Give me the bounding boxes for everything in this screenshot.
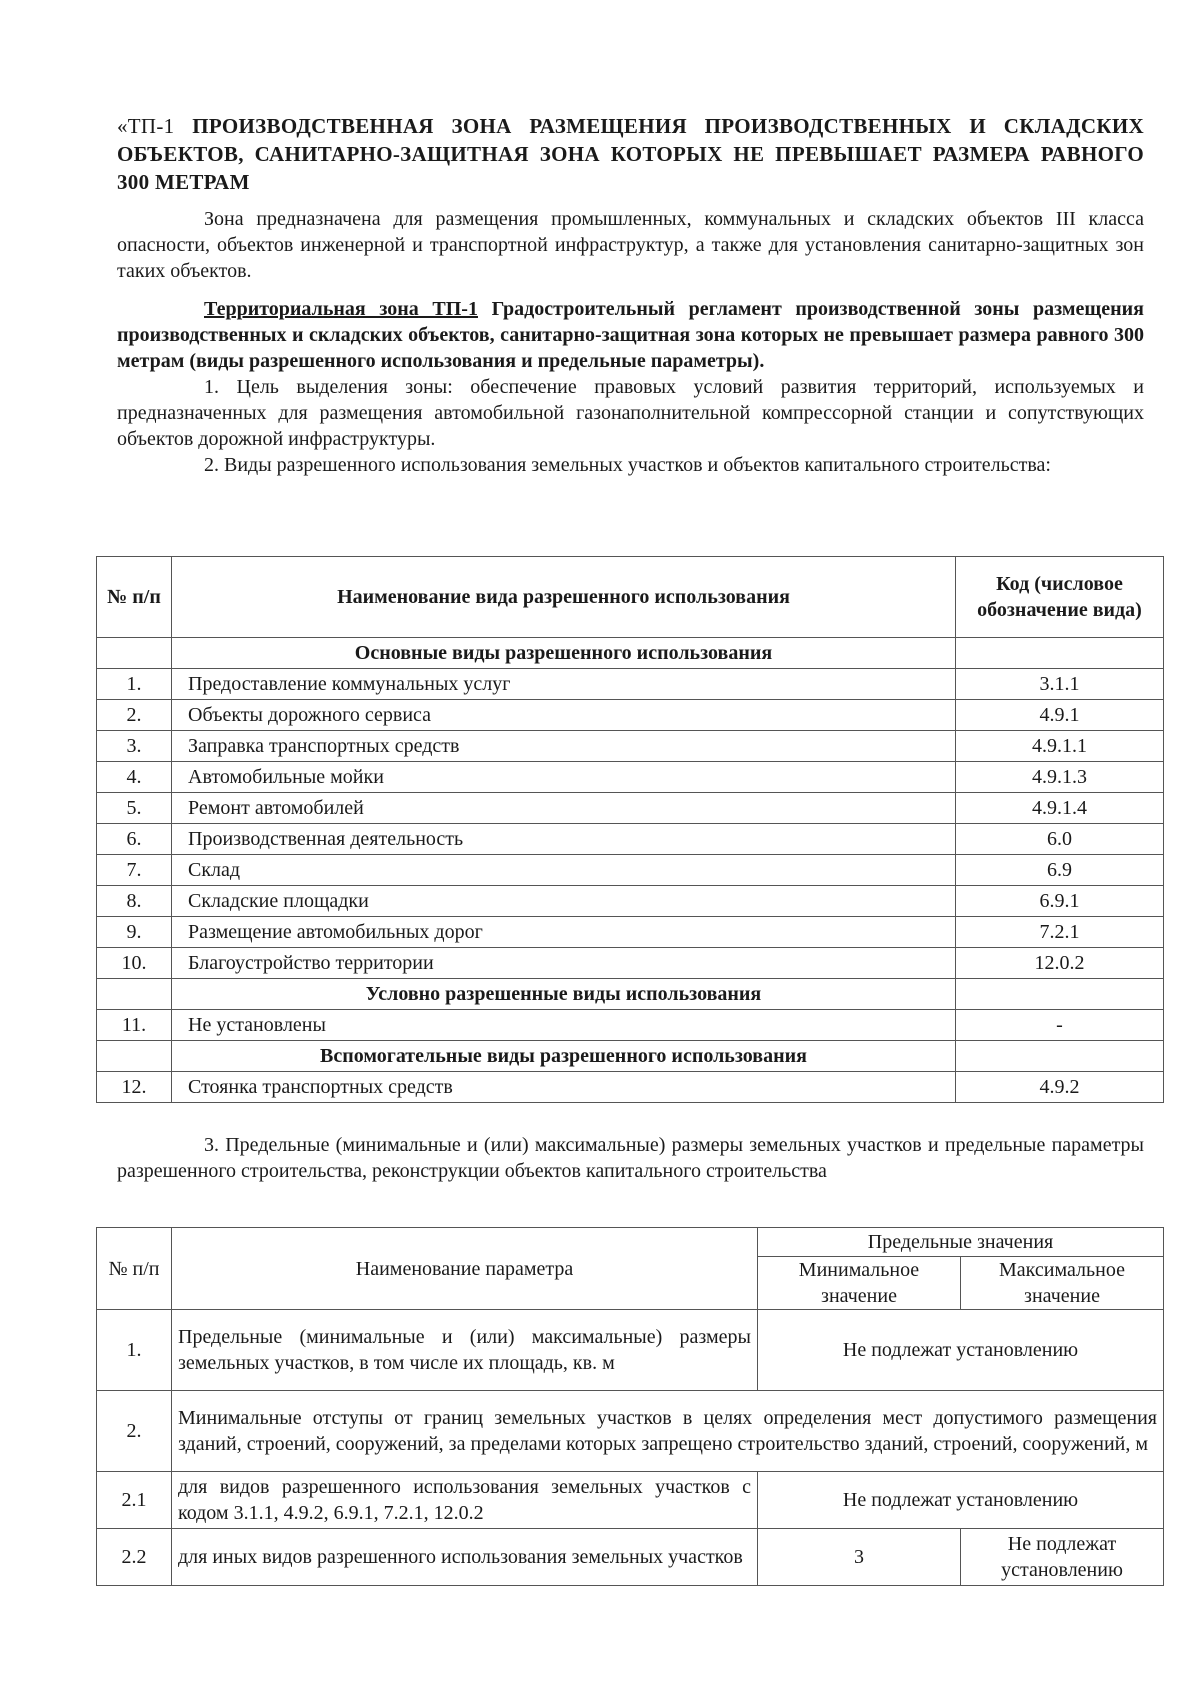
header-num: № п/п (97, 557, 172, 638)
row-code: - (956, 1010, 1164, 1041)
row-value: Не подлежат установлению (758, 1310, 1164, 1391)
table-row (97, 886, 1164, 917)
row-max: Не подлежат установлению (961, 1529, 1164, 1586)
row-num: 2.2 (97, 1529, 172, 1586)
row-name: Ремонт автомобилей (172, 793, 956, 824)
row-code: 4.9.1 (956, 700, 1164, 731)
row-name: Производственная деятельность (172, 824, 956, 855)
row-name: Объекты дорожного сервиса (172, 700, 956, 731)
regulation-paragraph (117, 296, 1144, 374)
row-num: 8. (97, 886, 172, 917)
row-num: 3. (97, 731, 172, 762)
table-row (97, 700, 1164, 731)
row-name: Не установлены (172, 1010, 956, 1041)
t2-header-num: № п/п (97, 1228, 172, 1310)
table-row (97, 917, 1164, 948)
row-code: 3.1.1 (956, 669, 1164, 700)
table-row (97, 793, 1164, 824)
row-name: Предельные (минимальные и (или) максимальные) размеры земельных участков, в том числе их площадь, кв. м (172, 1310, 758, 1391)
row-code: 6.9.1 (956, 886, 1164, 917)
table-row (97, 1472, 1164, 1529)
permitted-uses-table (96, 556, 1164, 1103)
t2-header-min: Минимальное значение (758, 1257, 961, 1310)
row-min: 3 (758, 1529, 961, 1586)
paragraph-3: 3. Предельные (минимальные и (или) максимальные) размеры земельных участков и предельные параметры разрешенного строительства, реконструкции объектов капитального строительства (117, 1134, 1144, 1182)
section-main-title: Основные виды разрешенного использования (172, 638, 956, 669)
section-row-main (97, 638, 1164, 669)
row-name: для иных видов разрешенного использования земельных участков (172, 1529, 758, 1586)
section-row-conditional (97, 979, 1164, 1010)
row-num: 1. (97, 1310, 172, 1391)
table-row (97, 731, 1164, 762)
row-num: 1. (97, 669, 172, 700)
row-code: 6.9 (956, 855, 1164, 886)
row-num: 11. (97, 1010, 172, 1041)
table-row (97, 855, 1164, 886)
t2-header-name: Наименование параметра (172, 1228, 758, 1310)
section-row-auxiliary (97, 1041, 1164, 1072)
table-row (97, 1072, 1164, 1103)
row-code: 7.2.1 (956, 917, 1164, 948)
row-name: Предоставление коммунальных услуг (172, 669, 956, 700)
row-name: Склад (172, 855, 956, 886)
title-lead: «ТП-1 (117, 114, 175, 138)
document-page (117, 112, 1144, 478)
table-row (97, 1529, 1164, 1586)
zone-label: Территориальная зона ТП-1 (204, 298, 478, 320)
row-code: 4.9.1.3 (956, 762, 1164, 793)
title-text: ПРОИЗВОДСТВЕННАЯ ЗОНА РАЗМЕЩЕНИЯ ПРОИЗВОДСТВЕННЫХ И СКЛАДСКИХ ОБЪЕКТОВ, САНИТАРНО-ЗАЩИТНАЯ ЗОНА КОТОРЫХ НЕ ПРЕВЫШАЕТ РАЗМЕРА РАВНОГО 300 МЕТРАМ (117, 114, 1144, 194)
table-row (97, 762, 1164, 793)
row-code: 6.0 (956, 824, 1164, 855)
row-num: 7. (97, 855, 172, 886)
row-name: Автомобильные мойки (172, 762, 956, 793)
row-num: 4. (97, 762, 172, 793)
row-name: Стоянка транспортных средств (172, 1072, 956, 1103)
row-name: Благоустройство территории (172, 948, 956, 979)
row-num: 6. (97, 824, 172, 855)
row-num: 5. (97, 793, 172, 824)
t2-header-max: Максимальное значение (961, 1257, 1164, 1310)
row-name: Минимальные отступы от границ земельных участков в целях определения мест допустимого размещения зданий, строений, сооружений, за пределами которых запрещено строительство зданий, строений, сооружений, м (172, 1391, 1164, 1472)
section-auxiliary-title: Вспомогательные виды разрешенного использования (172, 1041, 956, 1072)
paragraph-1: 1. Цель выделения зоны: обеспечение правовых условий развития территорий, используемых и предназначенных для размещения автомобильной газонаполнительной компрессорной станции и сопутствующих объектов дорожной инфраструктуры. (117, 376, 1144, 450)
row-num: 2. (97, 1391, 172, 1472)
t2-header-limits: Предельные значения (758, 1228, 1164, 1257)
table-row (97, 1391, 1164, 1472)
table-header-row (97, 557, 1164, 638)
table-row (97, 948, 1164, 979)
paragraph-2: 2. Виды разрешенного использования земельных участков и объектов капитального строительства: (204, 454, 1051, 476)
table-row (97, 1010, 1164, 1041)
intro-paragraph: Зона предназначена для размещения промышленных, коммунальных и складских объектов III класса опасности, объектов инженерной и транспортной инфраструктур, а также для установления санитарно-защитных зон таких объектов. (117, 208, 1144, 282)
header-code: Код (числовое обозначение вида) (956, 557, 1164, 638)
row-name: Размещение автомобильных дорог (172, 917, 956, 948)
row-name: Складские площадки (172, 886, 956, 917)
table-row (97, 1310, 1164, 1391)
section-conditional-title: Условно разрешенные виды использования (172, 979, 956, 1010)
table2-header-row-1 (97, 1228, 1164, 1257)
row-num: 2. (97, 700, 172, 731)
row-code: 12.0.2 (956, 948, 1164, 979)
row-num: 9. (97, 917, 172, 948)
row-code: 4.9.2 (956, 1072, 1164, 1103)
row-num: 2.1 (97, 1472, 172, 1529)
row-code: 4.9.1.1 (956, 731, 1164, 762)
table-row (97, 669, 1164, 700)
limits-table (96, 1227, 1164, 1586)
row-num: 12. (97, 1072, 172, 1103)
row-num: 10. (97, 948, 172, 979)
table-row (97, 824, 1164, 855)
regulation-text: Градостроительный регламент производственной зоны размещения производственных и складских объектов, санитарно-защитная зона которых не превышает размера равного 300 метрам (виды разрешенного использования и предельные параметры). (117, 298, 1145, 372)
row-name: для видов разрешенного использования земельных участков с кодом 3.1.1, 4.9.2, 6.9.1, 7.2.1, 12.0.2 (172, 1472, 758, 1529)
row-name: Заправка транспортных средств (172, 731, 956, 762)
row-code: 4.9.1.4 (956, 793, 1164, 824)
row-value: Не подлежат установлению (758, 1472, 1164, 1529)
document-title (117, 112, 1144, 196)
header-name: Наименование вида разрешенного использования (172, 557, 956, 638)
